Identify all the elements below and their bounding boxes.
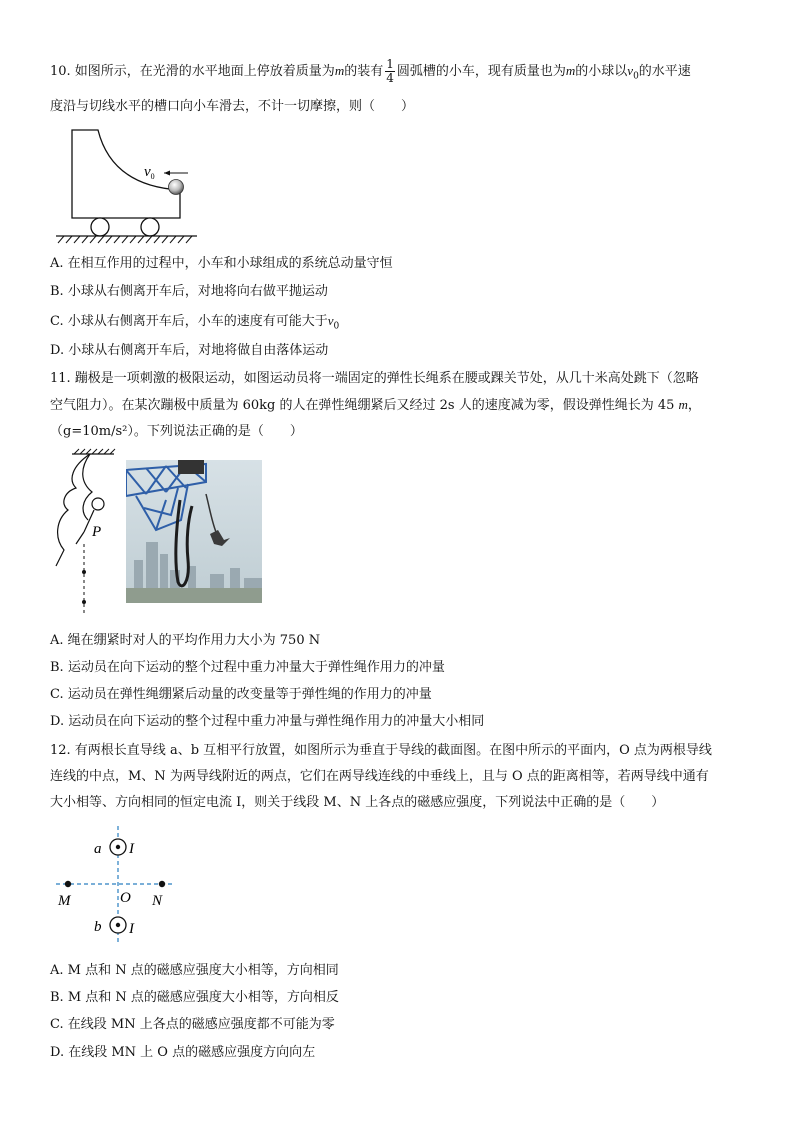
ground-hatching bbox=[58, 236, 192, 243]
q10-stem-text-e: 的水平速 bbox=[638, 64, 691, 79]
current-i-label-top: I bbox=[129, 841, 134, 857]
wire-b-label: b bbox=[94, 919, 102, 935]
q11-stem-line3: （g=10m/s²）。下列说法正确的是（ ） bbox=[50, 424, 303, 439]
q10-velocity-symbol: v bbox=[627, 63, 634, 78]
crane-platform bbox=[178, 460, 204, 474]
q12-stem-line3: 大小相等、方向相同的恒定电流 I，则关于线段 M、N 上各点的磁感应强度，下列说法中正确的是（ ） bbox=[50, 795, 665, 810]
q11-meter-unit: m bbox=[678, 397, 688, 412]
q11-option-d: D. 运动员在向下运动的整个过程中重力冲量与弹性绳作用力的冲量大小相同 bbox=[50, 714, 485, 729]
q11-stem-line2-text: 空气阻力）。在某次蹦极中质量为 60kg 的人在弹性绳绷紧后又经过 2s 人的速度减为零，假设弹性绳长为 45 bbox=[50, 398, 679, 413]
q10-stem-text-b: 的装有 bbox=[344, 64, 384, 79]
wire-b-current-dot bbox=[116, 923, 120, 927]
photo-ground bbox=[126, 588, 262, 603]
fall-point-2 bbox=[82, 600, 86, 604]
q12-option-b: B. M 点和 N 点的磁感应强度大小相等，方向相反 bbox=[50, 990, 339, 1005]
current-i-label-bottom: I bbox=[129, 921, 134, 937]
q10-mass-symbol: m bbox=[334, 63, 345, 78]
q10-option-c-subscript: 0 bbox=[333, 321, 340, 332]
q10-stem-text-d: 的小球以 bbox=[575, 64, 628, 79]
point-n bbox=[159, 881, 165, 887]
q12-wire-figure bbox=[50, 822, 190, 947]
velocity-label: $v_0$ bbox=[144, 164, 155, 181]
q11-stem-line1: 11. 蹦极是一项刺激的极限运动，如图运动员将一端固定的弹性长绳系在腰或踝关节处，从几十米高处跳下（忽略 bbox=[50, 371, 699, 386]
point-p-label: P bbox=[92, 524, 102, 540]
velocity-arrowhead bbox=[164, 171, 170, 176]
fraction-numerator: 1 bbox=[386, 57, 394, 71]
q10-option-a: A. 在相互作用的过程中，小车和小球组成的系统总动量守恒 bbox=[50, 256, 393, 271]
q11-stem-line2-comma: ， bbox=[687, 398, 701, 413]
q10-option-c bbox=[50, 312, 339, 336]
q10-velocity-subscript: 0 bbox=[633, 71, 639, 82]
q11-stem-line2 bbox=[50, 396, 701, 415]
q10-option-c-text: C. 小球从右侧离开车后，小车的速度有可能大于 bbox=[50, 314, 328, 329]
q11-option-b: B. 运动员在向下运动的整个过程中重力冲量大于弹性绳作用力的冲量 bbox=[50, 660, 445, 675]
point-m bbox=[65, 881, 71, 887]
cart-body bbox=[72, 130, 180, 218]
cart-wheel-right bbox=[141, 218, 159, 236]
q12-option-c: C. 在线段 MN 上各点的磁感应强度都不可能为零 bbox=[50, 1017, 335, 1032]
q10-option-b: B. 小球从右侧离开车后，对地将向右做平抛运动 bbox=[50, 284, 328, 299]
wire-a-current-dot bbox=[116, 845, 120, 849]
q10-ball-mass-symbol: m bbox=[565, 63, 576, 78]
q10-stem-line1 bbox=[50, 58, 691, 86]
q10-option-d: D. 小球从右侧离开车后，对地将做自由落体运动 bbox=[50, 343, 329, 358]
wire-a-label: a bbox=[94, 841, 102, 857]
ceiling-hatching bbox=[74, 449, 115, 454]
q10-quarter-fraction bbox=[385, 58, 395, 85]
point-n-label: N bbox=[152, 893, 163, 909]
small-ball bbox=[169, 180, 184, 195]
fraction-denominator: 4 bbox=[386, 71, 394, 85]
q10-stem-text-c: 圆弧槽的小车，现有质量也为 bbox=[396, 64, 566, 79]
q12-stem-line1: 12. 有两根长直导线 a、b 互相平行放置，如图所示为垂直于导线的截面图。在图中所示的平面内，O 点为两根导线 bbox=[50, 743, 712, 758]
elastic-rope bbox=[83, 454, 92, 520]
bungee-photo-graphic bbox=[126, 460, 262, 603]
q11-cliff-sketch bbox=[50, 448, 125, 623]
cliff-outline bbox=[56, 454, 90, 566]
cart-wheel-left bbox=[91, 218, 109, 236]
jumper-leg bbox=[76, 532, 84, 544]
q12-option-d: D. 在线段 MN 上 O 点的磁感应强度方向向左 bbox=[50, 1045, 316, 1060]
point-m-label: M bbox=[58, 893, 71, 909]
q10-stem-line2: 度沿与切线水平的槽口向小车滑去，不计一切摩擦，则（ ） bbox=[50, 99, 415, 114]
q12-option-a: A. M 点和 N 点的磁感应强度大小相等，方向相同 bbox=[50, 963, 339, 978]
q10-cart-figure bbox=[52, 126, 202, 244]
bungee-photo bbox=[126, 460, 262, 603]
q11-option-c: C. 运动员在弹性绳绷紧后动量的改变量等于弹性绳的作用力的冲量 bbox=[50, 687, 432, 702]
q12-stem-line2: 连线的中点，M、N 为两导线附近的两点，它们在两导线连线的中垂线上，且与 O 点的距离相等，若两导线中通有 bbox=[50, 769, 709, 784]
q10-option-c-velocity: v bbox=[327, 313, 334, 328]
jumper-head bbox=[92, 498, 104, 510]
fall-point-1 bbox=[82, 570, 86, 574]
point-o-label: O bbox=[120, 890, 131, 906]
q10-stem-text-a: 10. 如图所示，在光滑的水平地面上停放着质量为 bbox=[50, 64, 335, 79]
q11-option-a: A. 绳在绷紧时对人的平均作用力大小为 750 N bbox=[50, 633, 321, 648]
